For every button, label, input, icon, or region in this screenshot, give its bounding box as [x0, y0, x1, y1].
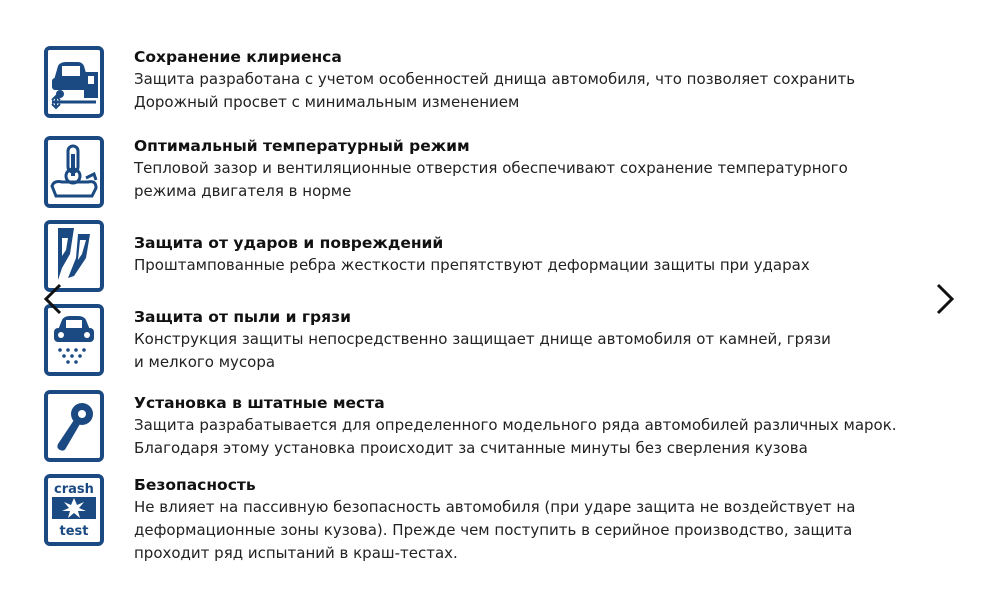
feature-title: Защита от пыли и грязи [134, 308, 351, 326]
stamped-ribs-icon [44, 220, 104, 292]
feature-desc-line: Не влияет на пассивную безопасность автомобиля (при ударе защита не воздействует на [134, 498, 856, 516]
feature-desc-line: режима двигателя в норме [134, 182, 352, 200]
car-clearance-icon [44, 46, 104, 118]
feature-desc-line: Защита разрабатывается для определенного модельного ряда автомобилей различных марок. [134, 416, 897, 434]
chevron-left-icon [42, 283, 64, 315]
feature-title: Установка в штатные места [134, 394, 385, 412]
feature-text [134, 46, 954, 114]
feature-desc-line: проходит ряд испытаний в краш-тестах. [134, 544, 458, 562]
chevron-right-icon [934, 283, 956, 315]
feature-desc-line: Проштампованные ребра жесткости препятствуют деформации защиты при ударах [134, 256, 810, 274]
feature-text [134, 474, 954, 565]
feature-text [134, 232, 954, 277]
feature-desc-line: деформационные зоны кузова). Прежде чем поступить в серийное производство, защита [134, 521, 853, 539]
feature-desc-line: Дорожный просвет с минимальным изменением [134, 93, 520, 111]
feature-text [134, 306, 954, 374]
feature-text [134, 135, 954, 203]
feature-desc-line: Тепловой зазор и вентиляционные отверстия обеспечивают сохранение температурного [134, 159, 848, 177]
feature-title: Безопасность [134, 476, 256, 494]
next-slide-button[interactable] [934, 283, 956, 315]
wrench-icon [44, 390, 104, 462]
feature-desc-line: и мелкого мусора [134, 353, 276, 371]
feature-title: Защита от ударов и повреждений [134, 234, 444, 252]
feature-desc-line: Благодаря этому установка происходит за считанные минуты без сверления кузова [134, 439, 808, 457]
thermometer-oil-icon [44, 136, 104, 208]
feature-title: Оптимальный температурный режим [134, 137, 470, 155]
feature-title: Сохранение клириенса [134, 48, 342, 66]
feature-desc-line: Конструкция защиты непосредственно защищает днище автомобиля от камней, грязи [134, 330, 831, 348]
crash-test-icon [44, 474, 104, 546]
feature-text [134, 392, 954, 460]
crash-label: crash [54, 482, 94, 497]
prev-slide-button[interactable] [42, 283, 64, 315]
test-label: test [59, 524, 89, 539]
feature-desc-line: Защита разработана с учетом особенностей днища автомобиля, что позволяет сохранить [134, 70, 856, 88]
